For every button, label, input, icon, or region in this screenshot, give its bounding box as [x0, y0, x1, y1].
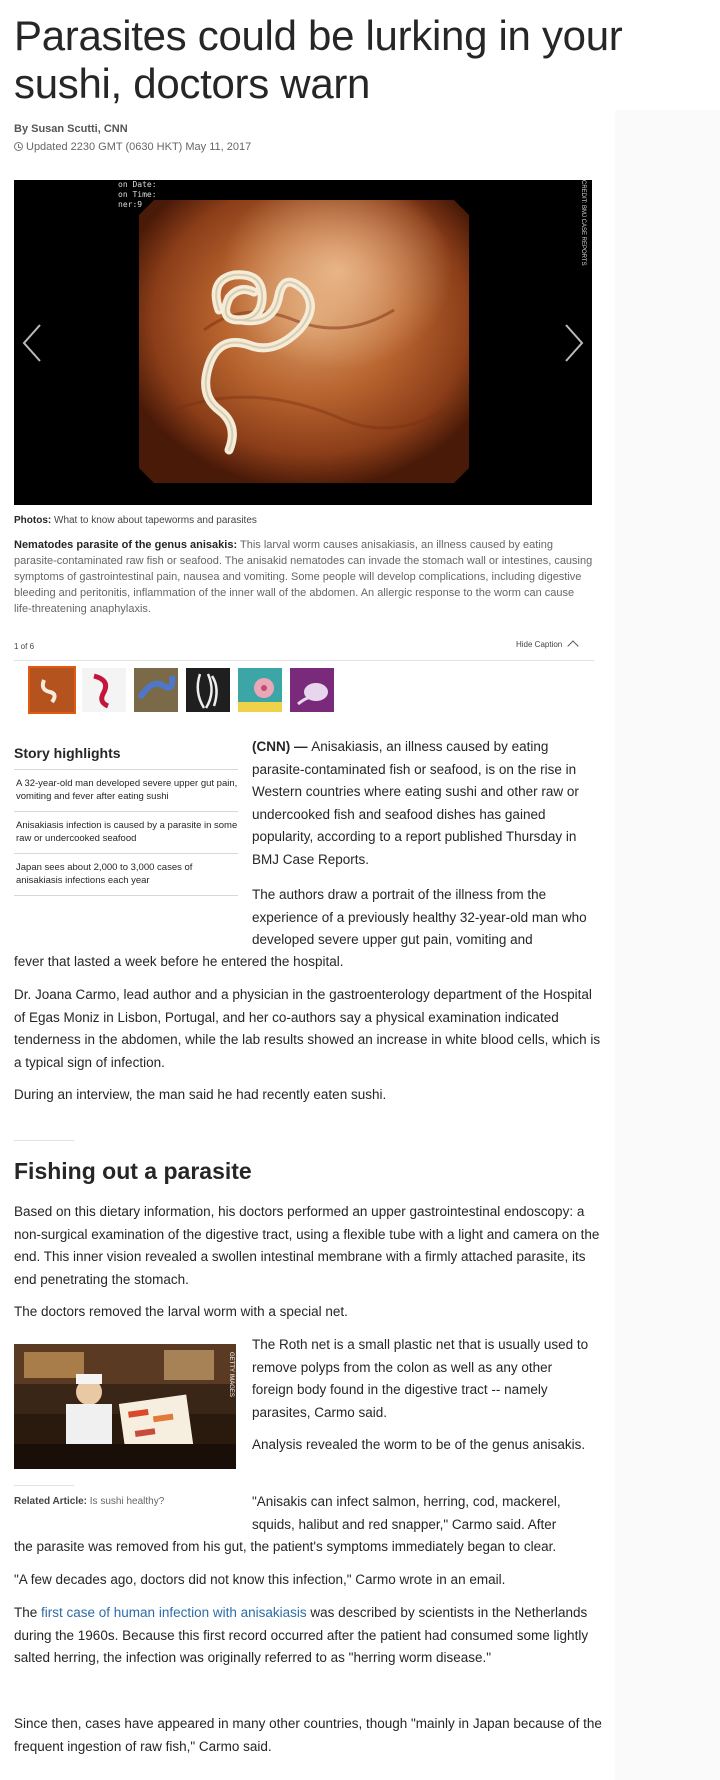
gallery-divider	[14, 660, 594, 661]
slide-counter: 1 of 6	[14, 642, 35, 651]
thumbnail-1[interactable]	[30, 668, 74, 712]
thumbnail-3[interactable]	[134, 668, 178, 712]
paragraph-4: During an interview, the man said he had recently eaten sushi.	[14, 1087, 387, 1102]
photo-credit: GETTY IMAGES	[228, 1352, 234, 1397]
paragraph-7: The Roth net is a small plastic net that is usually used to remove polyps from the colon as well as any other foreign body found in the digestive tract -- namely parasites, Carmo said.	[252, 1337, 589, 1420]
gallery-photos-line	[14, 515, 257, 526]
sushi-chef-photo	[14, 1344, 236, 1469]
paragraph-2b: fever that lasted a week before he entered the hospital.	[14, 954, 344, 969]
paragraph-8: Analysis revealed the worm to be of the genus anisakis.	[252, 1437, 586, 1452]
previous-slide-button[interactable]	[16, 319, 50, 367]
chevron-up-icon	[568, 640, 579, 651]
paragraph-5: Based on this dietary information, his doctors performed an upper gastrointestinal endoscopy: a non-surgical examination of the digestive tract, using a flexible tube with a light and camera on the end. This inner vision revealed a swollen intestinal membrane with a firmly attached parasite, its end penetrating the stomach.	[14, 1204, 600, 1287]
next-slide-button[interactable]	[556, 319, 590, 367]
chevron-right-icon	[556, 319, 590, 367]
hide-caption-label: Hide Caption	[516, 640, 563, 649]
paragraph-10: "A few decades ago, doctors did not know this infection," Carmo wrote in an email.	[14, 1572, 506, 1587]
updated-text: Updated 2230 GMT (0630 HKT) May 11, 2017	[26, 141, 252, 153]
photos-title: What to know about tapeworms and parasites	[54, 515, 257, 526]
highlight-item: A 32-year-old man developed severe upper gut pain, vomiting and fever after eating sushi	[14, 770, 238, 812]
byline: By Susan Scutti, CNN	[14, 123, 128, 135]
photo-credit-vertical: CREDIT: BMJ CASE REPORTS	[580, 180, 586, 266]
gallery-caption	[14, 537, 594, 617]
related-divider	[14, 1485, 74, 1486]
endoscopy-image	[14, 180, 592, 505]
paragraph-11: The first case of human infection with anisakiasis was described by scientists in the Netherlands during the 1960s. Because this first record occurred after the patient had consumed some lightly salted herring, the infection was originally referred to as "herring worm disease."	[14, 1605, 589, 1665]
section-heading: Fishing out a parasite	[14, 1158, 252, 1184]
clock-icon	[14, 142, 23, 151]
updated-timestamp	[14, 141, 251, 153]
paragraph-1: (CNN) — Anisakiasis, an illness caused by eating parasite-contaminated fish or seafood, is on the rise in Western countries where eating sushi and other raw or undercooked fish and seafood dishes has gained popularity, according to a report published Thursday in BMJ Case Reports.	[252, 739, 579, 867]
endoscope-overlay-text: on Date: on Time: ner:9	[118, 180, 157, 209]
thumbnail-5[interactable]	[238, 668, 282, 712]
section-separator	[14, 1140, 74, 1141]
related-article	[14, 1496, 164, 1507]
caption-title: Nematodes parasite of the genus anisakis:	[14, 539, 238, 551]
photo-gallery[interactable]	[14, 180, 592, 505]
right-rail-background	[615, 110, 720, 1780]
dateline: (CNN) —	[252, 739, 312, 754]
highlights-title: Story highlights	[14, 745, 238, 770]
paragraph-3: Dr. Joana Carmo, lead author and a physician in the gastroenterology department of the Hospital of Egas Moniz in Lisbon, Portugal, and her co-authors say a physical examination indicated tenderness in the abdomen, while the lab results showed an increase in white blood cells, which is a typical sign of infection.	[14, 987, 601, 1070]
highlight-item: Anisakiasis infection is caused by a parasite in some raw or undercooked seafood	[14, 812, 238, 854]
highlight-item: Japan sees about 2,000 to 3,000 cases of anisakiasis infections each year	[14, 854, 238, 896]
photos-label: Photos:	[14, 515, 52, 526]
thumbnail-4[interactable]	[186, 668, 230, 712]
related-label: Related Article:	[14, 1496, 87, 1507]
paragraph-9b: the parasite was removed from his gut, the patient's symptoms immediately began to clear.	[14, 1539, 557, 1554]
caption-body: This larval worm causes anisakiasis, an illness caused by eating parasite-contaminated raw fish or seafood. The anisakid nematodes can invade the stomach wall or intestines, causing symptoms of gastrointestinal pain, nausea and vomiting. Some people will develop complications, including digestive bleeding and peritonitis, inflammation of the inner wall of the abdomen. An allergic response to the worm can cause life-threatening anaphylaxis.	[14, 539, 593, 615]
thumbnail-2[interactable]	[82, 668, 126, 712]
paragraph-2a: The authors draw a portrait of the illness from the experience of a previously healthy 32-year-old man who developed severe upper gut pain, vomiting and	[252, 887, 587, 947]
hide-caption-button[interactable]	[516, 640, 577, 650]
chevron-left-icon	[16, 319, 50, 367]
paragraph-12: Since then, cases have appeared in many other countries, though "mainly in Japan because of the frequent ingestion of raw fish," Carmo said.	[14, 1716, 602, 1754]
thumbnail-6[interactable]	[290, 668, 334, 712]
paragraph-6: The doctors removed the larval worm with a special net.	[14, 1304, 348, 1319]
related-article-link[interactable]: Is sushi healthy?	[89, 1496, 165, 1507]
anisakiasis-first-case-link[interactable]: first case of human infection with anisakiasis	[41, 1605, 307, 1620]
paragraph-9a: "Anisakis can infect salmon, herring, cod, mackerel, squids, halibut and red snapper," Carmo said. After	[252, 1494, 561, 1532]
related-article-image[interactable]	[14, 1344, 236, 1469]
article-headline: Parasites could be lurking in your sushi, doctors warn	[14, 12, 623, 107]
story-highlights	[14, 745, 238, 896]
